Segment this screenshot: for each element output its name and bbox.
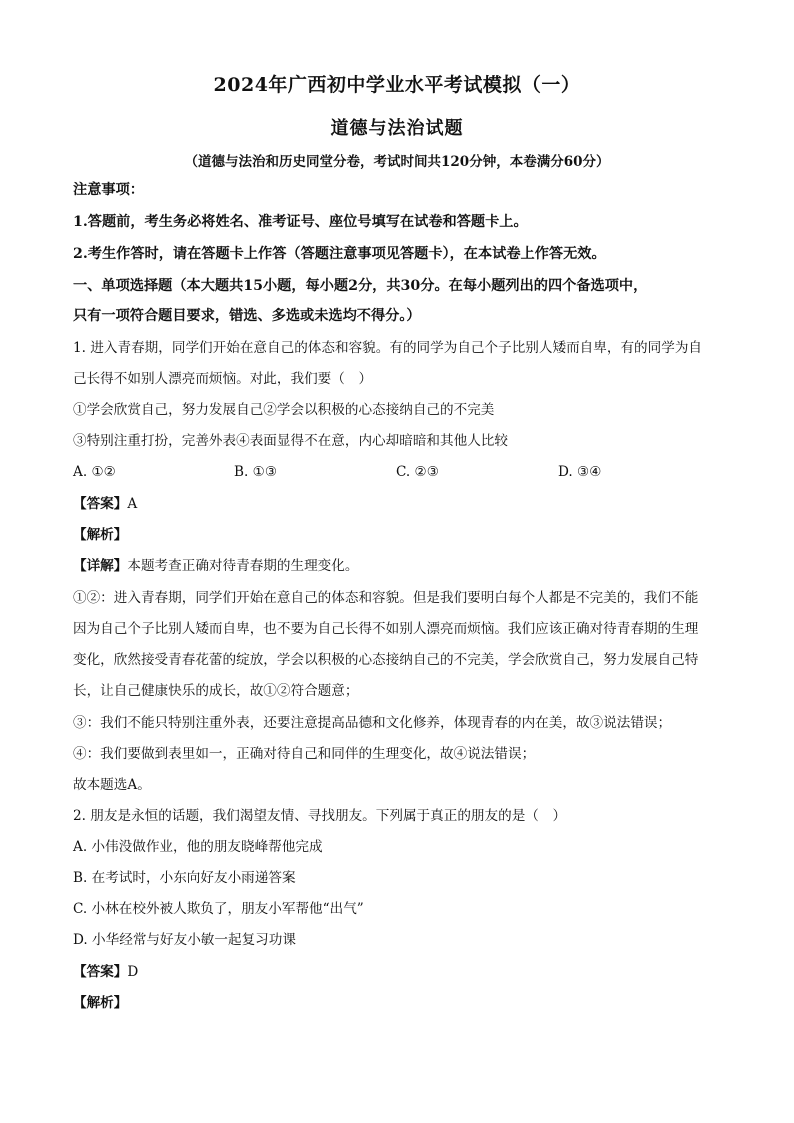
q1-stem-line-2: 己长得不如别人漂亮而烦恼。对此，我们要（ ） (73, 371, 373, 387)
notice-item-2: 2.考生作答时，请在答题卡上作答（答题注意事项见答题卡），在本试卷上作答无效。 (73, 246, 606, 262)
q1-explanation-4: ④：我们要做到表里如一，正确对待自己和同伴的生理变化，故④说法错误； (73, 746, 536, 762)
q1-detail (73, 556, 733, 576)
exam-title: 2024年广西初中学业水平考试模拟（一） (213, 74, 581, 96)
q1-answer (73, 494, 733, 514)
q1-choice-line-1: ①学会欣赏自己，努力发展自己②学会以积极的心态接纳自己的不完美 (73, 402, 495, 418)
subject-title: 道德与法治试题 (330, 118, 464, 139)
q2-stem: 2. 朋友是永恒的话题，我们渴望友情、寻找朋友。下列属于真正的朋友的是（ ） (73, 808, 567, 824)
q1-explanation-line-4: 长，让自己健康快乐的成长，故①②符合题意； (73, 683, 359, 699)
q2-option-a: A. 小伟没做作业，他的朋友晓峰帮他完成 (73, 839, 323, 855)
q1-option-a: A. ①② (73, 464, 116, 480)
q2-option-c: C. 小林在校外被人欺负了，朋友小军帮他“出气” (73, 901, 364, 917)
answer-label: 【答案】 (73, 964, 128, 980)
q1-conclusion: 故本题选A。 (73, 777, 151, 793)
section-heading-line-2: 只有一项符合题目要求，错选、多选或未选均不得分。） (73, 308, 421, 324)
q1-stem-line-1: 1. 进入青春期，同学们开始在意自己的体态和容貌。有的同学为自己个子比别人矮而自卑，有的同学为自 (73, 340, 703, 356)
q1-explanation-3: ③：我们不能只特别注重外表，还要注意提高品德和文化修养，体现青春的内在美，故③说法错误； (73, 715, 672, 731)
q2-option-b: B. 在考试时，小东向好友小雨递答案 (73, 870, 296, 886)
q2-answer (73, 962, 733, 982)
detail-label: 【详解】 (73, 558, 128, 574)
q1-option-b: B. ①③ (234, 464, 278, 480)
q1-option-c: C. ②③ (396, 464, 439, 480)
section-heading-line-1: 一、单项选择题（本大题共15小题，每小题2分，共30分。在每小题列出的四个备选项中， (73, 278, 648, 294)
q2-option-d: D. 小华经常与好友小敏一起复习功课 (73, 932, 296, 948)
q1-analysis (73, 525, 733, 545)
notice-heading: 注意事项： (73, 182, 144, 198)
detail-text: 本题考查正确对待青春期的生理变化。 (127, 558, 359, 574)
q2-analysis (73, 993, 733, 1013)
q1-explanation-line-1: ①②：进入青春期，同学们开始在意自己的体态和容貌。但是我们要明白每个人都是不完美的，我们不能 (73, 590, 699, 606)
q1-choice-line-2: ③特别注重打扮，完善外表④表面显得不在意，内心却暗暗和其他人比较 (73, 433, 508, 449)
analysis-label: 【解析】 (73, 527, 128, 543)
notice-item-1: 1.答题前，考生务必将姓名、准考证号、座位号填写在试卷和答题卡上。 (73, 214, 528, 230)
q1-explanation-line-2: 因为自己个子比别人矮而自卑，也不要为自己长得不如别人漂亮而烦恼。我们应该正确对待青春期的生理 (73, 621, 699, 637)
answer-label: 【答案】 (73, 496, 128, 512)
analysis-label: 【解析】 (73, 995, 128, 1011)
answer-value: A (127, 496, 138, 512)
q1-explanation-line-3: 变化，欣然接受青春花蕾的绽放，学会以积极的心态接纳自己的不完美，学会欣赏自己，努力发展自己特 (73, 652, 699, 668)
exam-note: （道德与法治和历史同堂分卷，考试时间共120分钟，本卷满分60分） (184, 154, 610, 170)
answer-value: D (127, 964, 139, 980)
q1-option-d: D. ③④ (558, 464, 602, 480)
